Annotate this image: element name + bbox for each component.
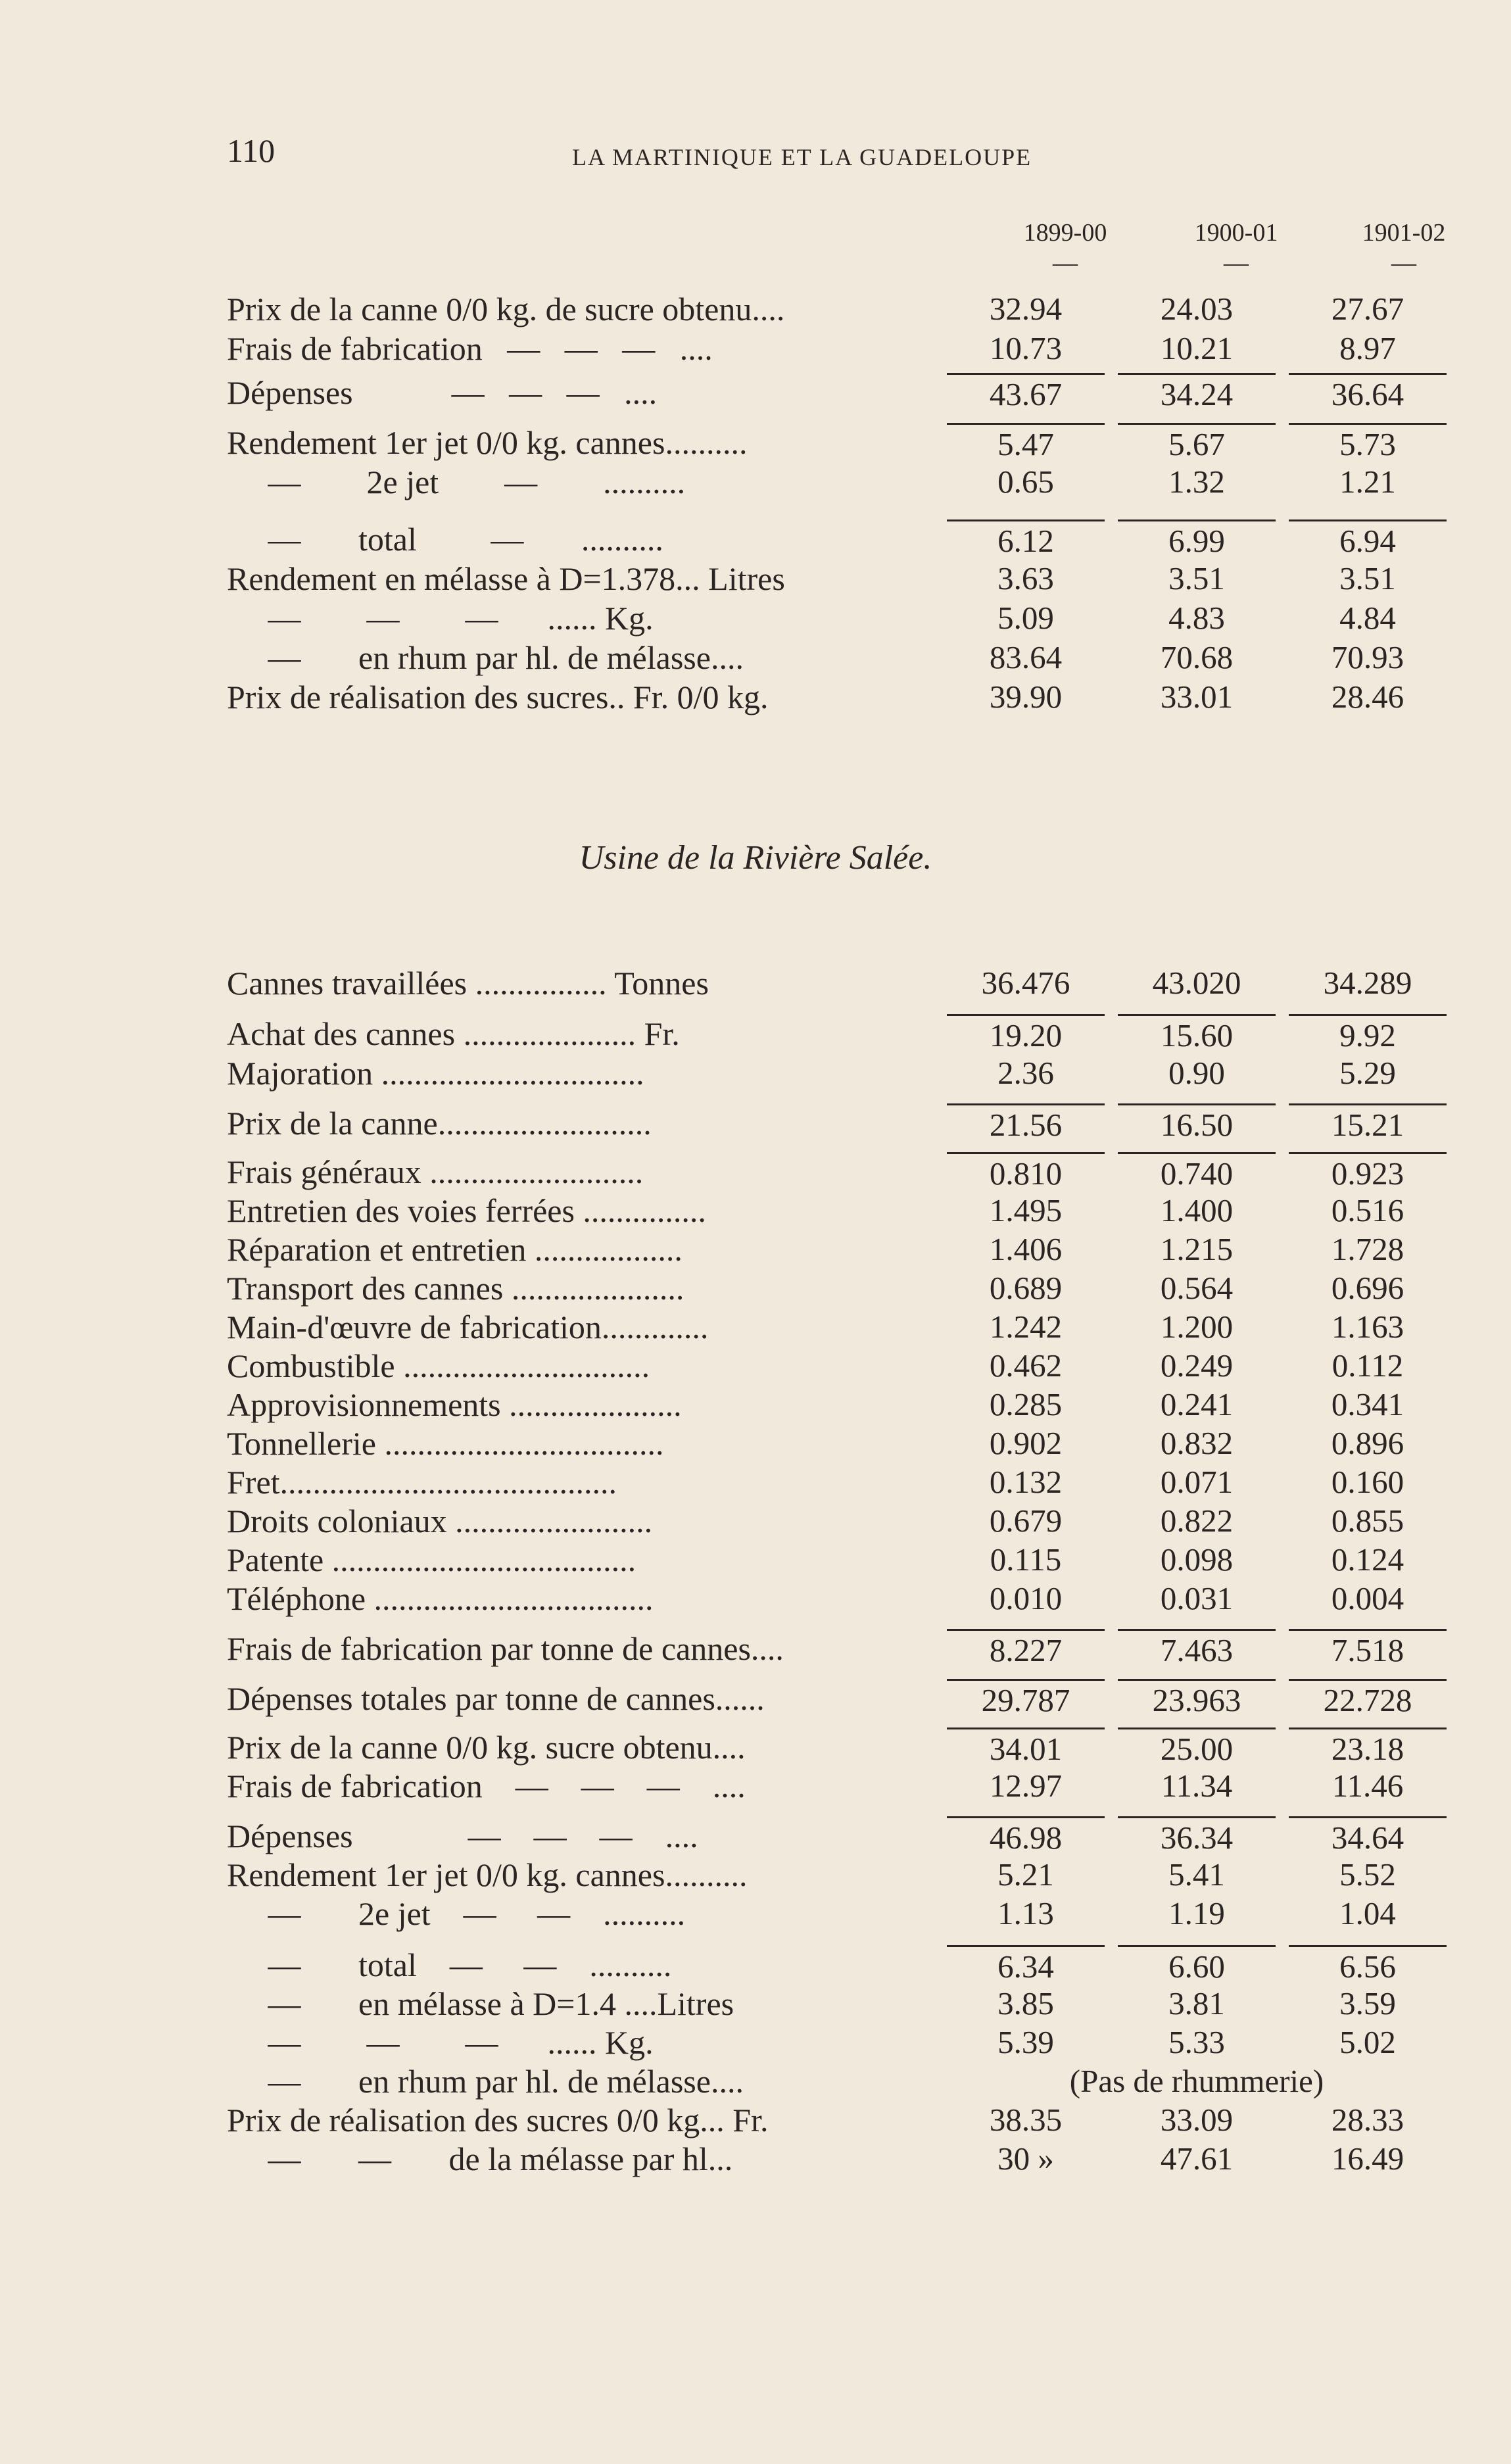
table-row	[0, 677, 1511, 717]
row-label: Prix de la canne..........................	[227, 1105, 652, 1142]
value-cell: 0.160	[1331, 1464, 1404, 1500]
value-cell: 1.13	[997, 1895, 1054, 1931]
value-cell: 30 »	[997, 2140, 1054, 2177]
value-cell: 47.61	[1160, 2140, 1234, 2177]
value-cell: 1.04	[1339, 1895, 1396, 1931]
value-cell: 10.21	[1160, 330, 1234, 366]
value-cell: 16.50	[1118, 1103, 1276, 1145]
value-cell: 0.124	[1331, 1541, 1404, 1578]
value-cell: 34.64	[1289, 1816, 1447, 1858]
value-cell: 0.896	[1331, 1425, 1404, 1461]
value-cell: 0.098	[1160, 1541, 1234, 1578]
value-cell: 36.476	[981, 965, 1070, 1001]
row-label: Dépenses totales par tonne de cannes......	[227, 1680, 765, 1717]
value-cell: 0.462	[989, 1347, 1063, 1384]
row-label: Dépenses — — — ....	[227, 374, 658, 411]
value-cell: 19.20	[947, 1014, 1105, 1055]
value-cell: 1.215	[1160, 1231, 1234, 1267]
value-cell: 3.85	[997, 1985, 1054, 2021]
value-cell: 70.68	[1160, 639, 1234, 675]
value-cell: 46.98	[947, 1816, 1105, 1858]
value-cell: 0.285	[989, 1386, 1063, 1422]
row-label: Frais de fabrication — — — ....	[227, 330, 713, 367]
value-cell: 0.564	[1160, 1270, 1234, 1306]
column-header: 1900-01 —	[1194, 219, 1278, 277]
table-row	[0, 1014, 1511, 1053]
row-label: — total — — ..........	[227, 1946, 672, 1983]
table-row	[0, 289, 1511, 329]
value-cell: 0.855	[1331, 1503, 1404, 1539]
value-cell: 0.902	[989, 1425, 1063, 1461]
value-cell: 83.64	[989, 639, 1063, 675]
value-cell: 22.728	[1289, 1679, 1447, 1720]
row-label: Tonnellerie ..................................	[227, 1425, 664, 1462]
value-cell: 0.516	[1331, 1192, 1404, 1228]
value-cell: 0.241	[1160, 1386, 1234, 1422]
value-cell: 0.90	[1168, 1055, 1225, 1091]
value-cell: 0.112	[1331, 1347, 1404, 1384]
value-cell: 23.963	[1118, 1679, 1276, 1720]
value-cell: 0.822	[1160, 1503, 1234, 1539]
value-cell: 0.740	[1118, 1152, 1276, 1194]
value-cell: 39.90	[989, 679, 1063, 715]
table-row	[0, 638, 1511, 677]
value-cell: 6.94	[1289, 519, 1447, 561]
table-row	[0, 1053, 1511, 1093]
value-cell: 1.200	[1160, 1309, 1234, 1345]
value-cell: 8.227	[947, 1629, 1105, 1670]
value-cell: 1.242	[989, 1309, 1063, 1345]
value-cell: 6.99	[1118, 519, 1276, 561]
value-cell: 23.18	[1289, 1727, 1447, 1769]
value-cell: 28.33	[1331, 2102, 1404, 2138]
value-cell: 5.02	[1339, 2024, 1396, 2060]
value-cell: 6.60	[1118, 1945, 1276, 1987]
value-cell: 11.34	[1161, 1768, 1233, 1804]
column-headers	[0, 218, 1511, 284]
row-label: Cannes travaillées ................ Tonnes	[227, 965, 709, 1002]
value-cell: 70.93	[1331, 639, 1404, 675]
table-row	[0, 1945, 1511, 1985]
value-cell: 36.64	[1289, 373, 1447, 414]
table-row	[0, 1268, 1511, 1308]
table-row	[0, 1230, 1511, 1269]
row-label: Prix de réalisation des sucres 0/0 kg... Fr.	[227, 2102, 769, 2138]
row-label: — — de la mélasse par hl...	[227, 2140, 733, 2177]
value-cell: 0.679	[989, 1503, 1063, 1539]
value-cell: 43.020	[1152, 965, 1241, 1001]
table-row	[0, 2139, 1511, 2179]
table-row	[0, 1346, 1511, 1386]
value-cell: 4.83	[1168, 600, 1225, 636]
value-cell: 5.21	[997, 1856, 1054, 1893]
row-label: — 2e jet — — ..........	[227, 1895, 686, 1932]
table-row	[0, 423, 1511, 462]
value-cell: 21.56	[947, 1103, 1105, 1145]
value-cell: 0.832	[1160, 1425, 1234, 1461]
value-cell: 43.67	[947, 373, 1105, 414]
value-cell: 0.689	[989, 1270, 1063, 1306]
value-cell: 34.289	[1323, 965, 1412, 1001]
row-label: Prix de la canne 0/0 kg. sucre obtenu....	[227, 1729, 746, 1766]
table-row	[0, 598, 1511, 638]
value-cell: 0.004	[1331, 1580, 1404, 1616]
table-row	[0, 1984, 1511, 2023]
value-cell: 12.97	[989, 1768, 1063, 1804]
row-label: Frais de fabrication par tonne de cannes....	[227, 1630, 784, 1667]
row-label: — en rhum par hl. de mélasse....	[227, 639, 744, 676]
table-row	[0, 1385, 1511, 1424]
value-cell: 5.39	[997, 2024, 1054, 2060]
value-cell: 4.84	[1339, 600, 1396, 636]
value-cell: 0.696	[1331, 1270, 1404, 1306]
row-label: Dépenses — — — ....	[227, 1818, 698, 1854]
value-cell: 1.400	[1160, 1192, 1234, 1228]
value-cell: 7.463	[1118, 1629, 1276, 1670]
table-row	[0, 519, 1511, 559]
value-cell: 9.92	[1289, 1014, 1447, 1055]
table-row	[0, 1152, 1511, 1192]
value-cell: 5.33	[1168, 2024, 1225, 2060]
row-label: Approvisionnements .....................	[227, 1386, 682, 1423]
value-cell: 29.787	[947, 1679, 1105, 1720]
row-label: Fret.........................................	[227, 1464, 617, 1501]
value-cell: 24.03	[1160, 291, 1234, 327]
row-label: Combustible ..............................	[227, 1347, 650, 1384]
column-header: 1899-00 —	[1023, 219, 1107, 277]
value-cell: 34.24	[1118, 373, 1276, 414]
value-cell: 1.32	[1168, 464, 1225, 500]
value-cell: 32.94	[989, 291, 1063, 327]
table-row	[0, 1679, 1511, 1718]
table-row	[0, 1307, 1511, 1347]
row-label: Achat des cannes ..................... Fr.	[227, 1015, 680, 1052]
value-cell: 15.60	[1118, 1014, 1276, 1055]
value-cell: 0.923	[1289, 1152, 1447, 1194]
value-cell: 3.81	[1168, 1985, 1225, 2021]
value-cell: 1.19	[1168, 1895, 1225, 1931]
value-cell: 1.163	[1331, 1309, 1404, 1345]
value-cell: 0.031	[1160, 1580, 1234, 1616]
value-cell: 5.67	[1118, 423, 1276, 464]
row-label: Prix de réalisation des sucres.. Fr. 0/0 kg.	[227, 679, 769, 715]
value-cell: 27.67	[1331, 291, 1404, 327]
value-cell: 38.35	[989, 2102, 1063, 2138]
value-cell: 3.51	[1168, 560, 1225, 596]
value-cell: 11.46	[1331, 1768, 1404, 1804]
row-label: — 2e jet — ..........	[227, 464, 686, 500]
table-row	[0, 1540, 1511, 1580]
value-cell: 1.495	[989, 1192, 1063, 1228]
table-row	[0, 2062, 1511, 2101]
table-row	[0, 1855, 1511, 1895]
table-row	[0, 1727, 1511, 1767]
value-cell: 0.071	[1160, 1464, 1234, 1500]
table-row	[0, 1462, 1511, 1502]
value-cell: 6.12	[947, 519, 1105, 561]
row-label: Rendement en mélasse à D=1.378... Litres	[227, 560, 785, 597]
value-cell: 5.52	[1339, 1856, 1396, 1893]
value-cell: 5.09	[997, 600, 1054, 636]
row-label: Téléphone ..................................	[227, 1580, 654, 1617]
table-row	[0, 559, 1511, 598]
row-label: Patente .....................................	[227, 1541, 636, 1578]
value-cell: 16.49	[1331, 2140, 1404, 2177]
table-row	[0, 1103, 1511, 1143]
value-cell: 8.97	[1339, 330, 1396, 366]
table-row	[0, 1629, 1511, 1668]
table-row	[0, 963, 1511, 1003]
value-cell: 34.01	[947, 1727, 1105, 1769]
table-row	[0, 1816, 1511, 1856]
row-note: (Pas de rhummerie)	[1069, 2063, 1324, 2099]
table-row	[0, 2100, 1511, 2140]
row-label: Prix de la canne 0/0 kg. de sucre obtenu....	[227, 291, 785, 327]
value-cell: 6.56	[1289, 1945, 1447, 1987]
value-cell: 0.010	[989, 1580, 1063, 1616]
table-row	[0, 1894, 1511, 1933]
value-cell: 0.341	[1331, 1386, 1404, 1422]
table-row	[0, 1191, 1511, 1230]
value-cell: 3.51	[1339, 560, 1396, 596]
row-label: Rendement 1er jet 0/0 kg. cannes..........	[227, 1856, 748, 1893]
table-row	[0, 462, 1511, 502]
row-label: Réparation et entretien ..................	[227, 1231, 683, 1268]
value-cell: 7.518	[1289, 1629, 1447, 1670]
table-row	[0, 329, 1511, 368]
value-cell: 6.34	[947, 1945, 1105, 1987]
value-cell: 1.406	[989, 1231, 1063, 1267]
row-label: Frais de fabrication — — — ....	[227, 1768, 746, 1804]
row-label: Transport des cannes .....................	[227, 1270, 684, 1307]
table-row	[0, 373, 1511, 412]
value-cell: 1.728	[1331, 1231, 1404, 1267]
row-label: — total — ..........	[227, 521, 663, 558]
value-cell: 0.132	[989, 1464, 1063, 1500]
value-cell: 36.34	[1118, 1816, 1276, 1858]
value-cell: 5.73	[1289, 423, 1447, 464]
value-cell: 28.46	[1331, 679, 1404, 715]
table-row	[0, 1501, 1511, 1541]
value-cell: 3.59	[1339, 1985, 1396, 2021]
running-title: LA MARTINIQUE ET LA GUADELOUPE	[572, 144, 1032, 170]
row-label: Frais généraux ..........................	[227, 1153, 644, 1190]
row-label: — — — ...... Kg.	[227, 600, 654, 637]
row-label: — en rhum par hl. de mélasse....	[227, 2063, 744, 2100]
value-cell: 0.65	[997, 464, 1054, 500]
row-label: Rendement 1er jet 0/0 kg. cannes..........	[227, 424, 748, 461]
value-cell: 0.249	[1160, 1347, 1234, 1384]
value-cell: 25.00	[1118, 1727, 1276, 1769]
value-cell: 1.21	[1339, 464, 1396, 500]
row-label: Entretien des voies ferrées ...............	[227, 1192, 706, 1229]
value-cell: 0.115	[990, 1541, 1062, 1578]
value-cell: 5.47	[947, 423, 1105, 464]
value-cell: 33.09	[1160, 2102, 1234, 2138]
page-header	[227, 132, 1410, 178]
value-cell: 5.29	[1339, 1055, 1396, 1091]
row-label: — — — ...... Kg.	[227, 2024, 654, 2061]
row-label: Majoration ................................	[227, 1055, 644, 1092]
value-cell: 10.73	[989, 330, 1063, 366]
row-label: Droits coloniaux ........................	[227, 1503, 653, 1539]
table-row	[0, 2023, 1511, 2062]
value-cell: 0.810	[947, 1152, 1105, 1194]
value-cell: 5.41	[1168, 1856, 1225, 1893]
value-cell: 33.01	[1160, 679, 1234, 715]
row-label: — en mélasse à D=1.4 ....Litres	[227, 1985, 734, 2022]
page-number: 110	[227, 132, 276, 169]
table-row	[0, 1424, 1511, 1463]
table-row	[0, 1579, 1511, 1618]
column-header: 1901-02 —	[1362, 219, 1446, 277]
table-row	[0, 1766, 1511, 1806]
value-cell: 3.63	[997, 560, 1054, 596]
value-cell: 15.21	[1289, 1103, 1447, 1145]
section-title: Usine de la Rivière Salée.	[579, 839, 932, 877]
row-label: Main-d'œuvre de fabrication.............	[227, 1309, 709, 1345]
value-cell: 2.36	[997, 1055, 1054, 1091]
